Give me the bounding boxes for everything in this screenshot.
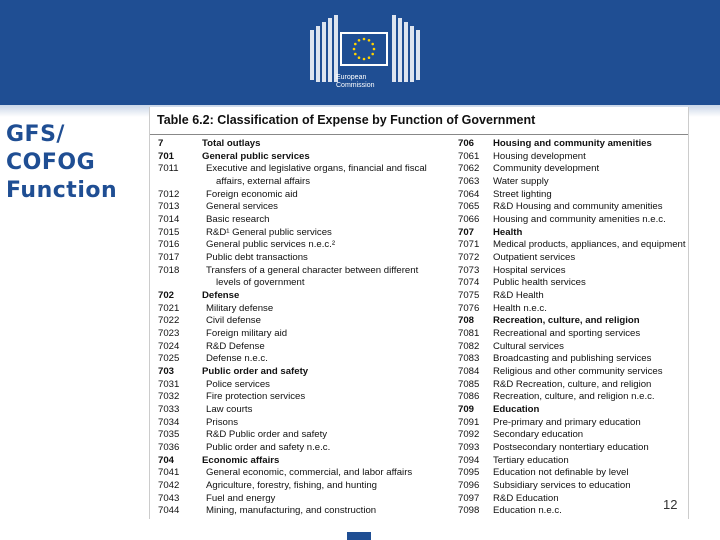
row-code: 7032 [158,391,180,403]
row-label: Tertiary education [493,454,569,466]
table-row [458,328,690,341]
row-label: Housing and community amenities [493,138,652,149]
row-code: 7017 [158,252,180,264]
table-row [158,493,458,506]
table-row [458,353,690,366]
table-row [458,252,690,265]
row-code: 7076 [458,302,480,314]
row-code: 7072 [458,252,480,264]
row-code: 7036 [158,442,180,454]
row-code: 7084 [458,366,480,378]
row-label: Housing and community amenities n.e.c. [493,214,666,226]
table-row [158,505,458,518]
row-label: Agriculture, forestry, fishing, and hunting [206,480,378,492]
row-label: R&D Defense [206,340,265,352]
row-code: 707 [458,226,475,238]
row-code: 706 [458,138,475,149]
table-row [458,404,690,417]
table-row [458,505,690,518]
row-code: 7092 [458,429,480,441]
row-code: 7031 [158,378,180,390]
row-label: Recreational and sporting services [493,328,641,340]
table-row [158,214,458,227]
logo-line: Commission [336,82,375,89]
row-code: 7013 [158,201,180,213]
row-code: 7081 [458,328,480,340]
row-label: Broadcasting and publishing services [493,353,652,365]
row-code: 7066 [458,214,480,226]
row-label: Defense n.e.c. [206,353,268,365]
row-code: 7041 [158,467,180,479]
row-code: 7021 [158,302,180,314]
row-label: Civil defense [206,315,261,327]
row-label: Health [493,226,523,238]
table-row [158,328,458,341]
table-row [158,455,458,468]
table-row [158,442,458,455]
row-label: Secondary education [493,429,584,441]
table-row [158,290,458,303]
row-label: Total outlays [202,138,261,149]
slide-title [6,121,136,205]
row-label: Military defense [206,302,274,314]
table-row [158,366,458,379]
table-row [458,189,690,202]
row-code: 7063 [458,176,480,188]
table-row [158,227,458,240]
table-row [458,303,690,316]
row-label: Public debt transactions [206,252,308,264]
row-label: Economic affairs [202,454,280,466]
table-row [458,442,690,455]
row-label: Health n.e.c. [493,302,547,314]
row-label: Recreation, culture, and religion n.e.c. [493,391,655,403]
row-label: Basic research [206,214,270,226]
row-label: Public order and safety n.e.c. [206,442,331,454]
table-row [158,176,458,189]
row-label: R&D Public order and safety [206,429,328,441]
table-row [158,429,458,442]
header-banner [0,0,720,105]
row-label: Education not definable by level [493,467,629,479]
row-label: Water supply [493,176,549,188]
table-row [458,290,690,303]
table-row [158,341,458,354]
row-code: 7014 [158,214,180,226]
row-label: Cultural services [493,340,564,352]
classification-table [149,107,689,519]
row-code: 7083 [458,353,480,365]
bottom-accent-bar [347,532,371,540]
row-label: Public order and safety [202,366,309,378]
table-row [458,163,690,176]
table-row [158,315,458,328]
row-code: 7094 [458,454,480,466]
row-code: 7075 [458,290,480,302]
row-code: 7096 [458,480,480,492]
row-code: 704 [158,454,175,466]
table-row [458,417,690,430]
row-code: 7043 [158,492,180,504]
table-column-right [458,138,690,518]
table-row [158,480,458,493]
table-row [158,201,458,214]
table-row [158,277,458,290]
table-row [458,480,690,493]
page-number: 12 [663,497,678,512]
row-code: 7093 [458,442,480,454]
row-label: R&D Housing and community amenities [493,201,663,213]
table-row [158,404,458,417]
row-label: Mining, manufacturing, and construction [206,505,377,517]
row-code: 7097 [458,492,480,504]
row-code: 7073 [458,264,480,276]
table-row [158,151,458,164]
table-row [158,353,458,366]
logo-line: European [336,74,367,81]
row-code: 7018 [158,264,180,276]
row-code: 701 [158,150,175,162]
row-label: General economic, commercial, and labor affairs [206,467,413,479]
row-label: Foreign economic aid [206,188,298,200]
row-code: 7091 [458,416,480,428]
table-row [458,493,690,506]
row-code: 7025 [158,353,180,365]
row-label: Foreign military aid [206,328,288,340]
row-label: General public services [202,150,310,162]
row-code: 7016 [158,239,180,251]
row-label: Fire protection services [206,391,306,403]
row-code: 709 [458,404,475,416]
row-label: Public health services [493,277,586,289]
slide-title-line: GFS/ [6,122,65,147]
table-row [458,429,690,442]
table-row [458,151,690,164]
table-row [158,189,458,202]
row-code: 7064 [458,188,480,200]
row-code: 7011 [158,163,179,175]
row-label: Defense [202,290,240,302]
row-code: 7042 [158,480,180,492]
row-code: 702 [158,290,175,302]
row-label: Police services [206,378,270,390]
table-row [458,201,690,214]
row-code: 7074 [458,277,480,289]
title-rule [150,134,688,135]
row-label: Housing development [493,150,586,162]
row-label: Education n.e.c. [493,505,562,517]
table-row [458,214,690,227]
row-label: Postsecondary nontertiary education [493,442,649,454]
row-code: 7085 [458,378,480,390]
row-code: 7035 [158,429,180,441]
row-label: Transfers of a general character between different [206,264,419,276]
row-code: 7 [158,138,164,149]
table-row [158,252,458,265]
row-code: 7034 [158,416,180,428]
table-row [458,366,690,379]
table-row [158,138,458,151]
table-row [458,315,690,328]
row-label: Pre-primary and primary education [493,416,641,428]
row-label: affairs, external affairs [216,176,311,188]
table-row [458,176,690,189]
row-label: General public services n.e.c.² [206,239,336,251]
table-row [458,467,690,480]
row-code: 7061 [458,150,480,162]
row-label: R&D Recreation, culture, and religion [493,378,652,390]
row-code: 7033 [158,404,180,416]
table-row [458,379,690,392]
row-code: 7015 [158,226,180,238]
table-row [458,265,690,278]
row-label: Religious and other community services [493,366,663,378]
row-code: 7082 [458,340,480,352]
table-row [458,277,690,290]
row-label: Subsidiary services to education [493,480,631,492]
table-row [158,163,458,176]
row-label: Fuel and energy [206,492,276,504]
table-row [158,379,458,392]
row-code: 7044 [158,505,180,517]
row-code: 7071 [458,239,480,251]
table-row [158,417,458,430]
row-label: Outpatient services [493,252,576,264]
row-label: R&D¹ General public services [206,226,332,238]
row-code: 7095 [458,467,480,479]
logo-wordmark [336,74,426,90]
row-label: levels of government [216,277,305,289]
table-title: Table 6.2: Classification of Expense by Function of Government [157,113,536,127]
table-column-left [158,138,458,518]
table-row [158,239,458,252]
table-row [158,303,458,316]
row-code: 7022 [158,315,180,327]
row-label: R&D Health [493,290,544,302]
table-row [458,239,690,252]
table-row [458,138,690,151]
row-label: Hospital services [493,264,566,276]
table-row [158,391,458,404]
table-row [158,265,458,278]
row-code: 7012 [158,188,180,200]
table-row [458,341,690,354]
table-row [458,455,690,468]
row-code: 703 [158,366,175,378]
row-label: R&D Education [493,492,559,504]
table-row [458,227,690,240]
row-label: Law courts [206,404,253,416]
row-label: Community development [493,163,600,175]
row-code: 7065 [458,201,480,213]
row-label: Education [493,404,540,416]
row-label: Prisons [206,416,238,428]
row-code: 7062 [458,163,480,175]
table-row [158,467,458,480]
slide-title-line: COFOG [6,150,96,175]
row-label: Street lighting [493,188,552,200]
slide-title-line: Function [6,178,118,203]
row-code: 7023 [158,328,180,340]
table-row [458,391,690,404]
row-code: 7024 [158,340,180,352]
row-label: General services [206,201,278,213]
row-label: Executive and legislative organs, financial and fiscal [206,163,427,175]
row-code: 7086 [458,391,480,403]
row-code: 7098 [458,505,480,517]
row-code: 708 [458,315,475,327]
row-label: Recreation, culture, and religion [493,315,640,327]
row-label: Medical products, appliances, and equipment [493,239,686,251]
